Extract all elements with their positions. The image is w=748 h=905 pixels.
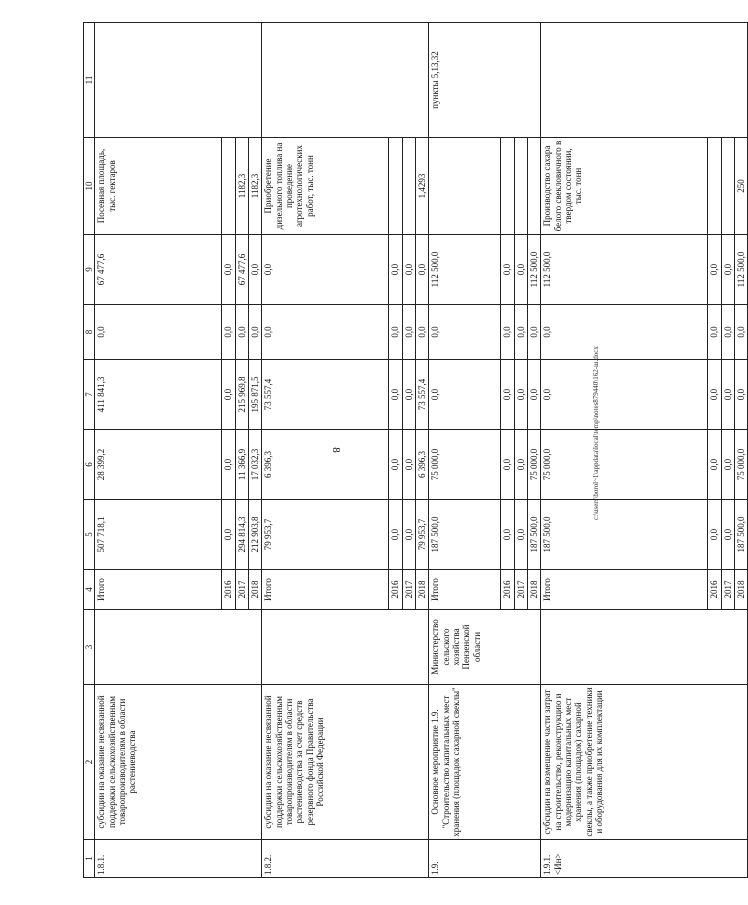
value-cell: 507 718,1 [95, 500, 222, 570]
row-number: 1.9.1. <Ин> [541, 840, 748, 878]
value-cell: 0,0 [402, 500, 415, 570]
indicator-value [514, 138, 527, 235]
indicator-value: 1182,3 [249, 138, 262, 235]
value-cell: 79 953,7 [262, 500, 389, 570]
value-cell: 0,0 [222, 235, 235, 305]
program-table [83, 22, 748, 878]
table-row [262, 23, 389, 878]
col-header: 11 [84, 23, 95, 138]
value-cell: 0,0 [541, 360, 708, 430]
indicator-name: Производство сахара белого свекловичного в твердом состоянии, тыс. тонн [541, 138, 708, 235]
value-cell: 0,0 [249, 305, 262, 360]
row-executor [541, 610, 748, 685]
indicator-name [429, 138, 501, 235]
value-cell: 0,0 [235, 305, 248, 360]
value-cell: 294 814,3 [235, 500, 248, 570]
value-cell: 73 557,4 [262, 360, 389, 430]
value-cell: 212 903,8 [249, 500, 262, 570]
value-cell: 0,0 [389, 360, 402, 430]
row-number: 1.8.1. [95, 840, 262, 878]
year-cell: Итого [95, 570, 222, 610]
table-row [429, 23, 501, 878]
value-cell: 0,0 [721, 430, 734, 500]
value-cell: 112 500,0 [735, 235, 748, 305]
value-cell: 0,0 [429, 305, 501, 360]
row-reference [95, 23, 262, 138]
page-number: 8 [330, 447, 342, 453]
year-cell: 2016 [501, 570, 514, 610]
col-header: 8 [84, 305, 95, 360]
value-cell: 0,0 [501, 500, 514, 570]
value-cell: 0,0 [262, 305, 389, 360]
header-row [84, 23, 95, 878]
indicator-value: 250 [735, 138, 748, 235]
year-cell: 2016 [222, 570, 235, 610]
year-cell: 2017 [514, 570, 527, 610]
value-cell: 73 557,4 [416, 360, 429, 430]
row-reference: пункты 5,13,32 [429, 23, 541, 138]
value-cell: 75 000,0 [735, 430, 748, 500]
value-cell: 67 477,6 [235, 235, 248, 305]
value-cell: 0,0 [402, 430, 415, 500]
col-header: 6 [84, 430, 95, 500]
value-cell: 75 000,0 [429, 430, 501, 500]
indicator-value [222, 138, 235, 235]
value-cell: 6 396,3 [416, 430, 429, 500]
value-cell: 0,0 [222, 500, 235, 570]
year-cell: Итого [262, 570, 389, 610]
value-cell: 0,0 [389, 430, 402, 500]
col-header: 9 [84, 235, 95, 305]
value-cell: 0,0 [402, 235, 415, 305]
row-description: субсидии на возмещение части затрат на строительство, реконструкцию и модернизацию капитальных мест хранения (площадок) сахарной свеклы, а также приобретение техники и оборудования для их комплектации [541, 685, 748, 840]
year-cell: 2018 [735, 570, 748, 610]
year-cell: 2018 [416, 570, 429, 610]
year-cell: 2017 [235, 570, 248, 610]
value-cell: 0,0 [708, 500, 721, 570]
value-cell: 0,0 [402, 305, 415, 360]
value-cell: 0,0 [501, 360, 514, 430]
value-cell: 0,0 [721, 360, 734, 430]
value-cell: 411 841,3 [95, 360, 222, 430]
value-cell: 0,0 [501, 235, 514, 305]
value-cell: 11 366,9 [235, 430, 248, 500]
value-cell: 195 871,5 [249, 360, 262, 430]
value-cell: 187 500,0 [735, 500, 748, 570]
col-header: 3 [84, 610, 95, 685]
value-cell: 0,0 [95, 305, 222, 360]
value-cell: 0,0 [735, 360, 748, 430]
year-cell: Итого [541, 570, 708, 610]
value-cell: 187 500,0 [429, 500, 501, 570]
row-reference [262, 23, 429, 138]
value-cell: 0,0 [721, 500, 734, 570]
indicator-value [501, 138, 514, 235]
value-cell: 75 000,0 [528, 430, 541, 500]
value-cell: 0,0 [541, 305, 708, 360]
value-cell: 187 500,0 [541, 500, 708, 570]
value-cell: 0,0 [514, 430, 527, 500]
value-cell: 112 500,0 [429, 235, 501, 305]
indicator-value [721, 138, 734, 235]
col-header: 10 [84, 138, 95, 235]
value-cell: 0,0 [514, 305, 527, 360]
value-cell: 79 953,7 [416, 500, 429, 570]
value-cell: 0,0 [222, 305, 235, 360]
year-cell: 2017 [721, 570, 734, 610]
value-cell: 112 500,0 [528, 235, 541, 305]
value-cell: 28 399,2 [95, 430, 222, 500]
rotated-page [83, 23, 747, 878]
value-cell: 0,0 [262, 235, 389, 305]
value-cell: 187 500,0 [528, 500, 541, 570]
col-header: 2 [84, 685, 95, 840]
value-cell: 0,0 [416, 235, 429, 305]
value-cell: 0,0 [402, 360, 415, 430]
value-cell: 0,0 [528, 360, 541, 430]
value-cell: 0,0 [514, 235, 527, 305]
value-cell: 0,0 [416, 305, 429, 360]
value-cell: 0,0 [721, 235, 734, 305]
value-cell: 0,0 [501, 305, 514, 360]
value-cell: 17 032,3 [249, 430, 262, 500]
value-cell: 0,0 [708, 360, 721, 430]
indicator-value [528, 138, 541, 235]
row-description: субсидии на оказание несвязанной поддержки сельскохозяйственным товаропроизводителям в области растениеводства [95, 685, 262, 840]
col-header: 7 [84, 360, 95, 430]
value-cell: 215 969,8 [235, 360, 248, 430]
year-cell: 2018 [528, 570, 541, 610]
value-cell: 0,0 [429, 360, 501, 430]
value-cell: 6 396,3 [262, 430, 389, 500]
row-number: 1.8.2. [262, 840, 429, 878]
value-cell: 67 477,6 [95, 235, 222, 305]
value-cell: 0,0 [528, 305, 541, 360]
col-header: 1 [84, 840, 95, 878]
value-cell: 0,0 [708, 430, 721, 500]
value-cell: 0,0 [501, 430, 514, 500]
value-cell: 0,0 [389, 305, 402, 360]
value-cell: 0,0 [249, 235, 262, 305]
value-cell: 0,0 [514, 360, 527, 430]
col-header: 4 [84, 570, 95, 610]
year-cell: 2016 [708, 570, 721, 610]
value-cell: 112 500,0 [541, 235, 708, 305]
year-cell: 2016 [389, 570, 402, 610]
value-cell: 0,0 [222, 430, 235, 500]
row-description: Основное мероприятие 1.9. "Строительство капитальных мест хранения (площадок сахарной свеклы" [429, 685, 541, 840]
indicator-value: 1182,3 [235, 138, 248, 235]
col-header: 5 [84, 500, 95, 570]
row-number: 1.9. [429, 840, 541, 878]
row-executor [262, 610, 429, 685]
value-cell: 75 000,0 [541, 430, 708, 500]
value-cell: 0,0 [708, 235, 721, 305]
indicator-value [402, 138, 415, 235]
value-cell: 0,0 [389, 500, 402, 570]
year-cell: Итого [429, 570, 501, 610]
row-reference [541, 23, 748, 138]
value-cell: 0,0 [735, 305, 748, 360]
value-cell: 0,0 [514, 500, 527, 570]
value-cell: 0,0 [721, 305, 734, 360]
row-executor: Министерство сельского хозяйства Пензенской области [429, 610, 541, 685]
indicator-name: Приобретение дизельного топлива на проведение агротехнологических работ, тыс. тонн [262, 138, 389, 235]
year-cell: 2017 [402, 570, 415, 610]
row-executor [95, 610, 262, 685]
value-cell: 0,0 [389, 235, 402, 305]
year-cell: 2018 [249, 570, 262, 610]
row-description: субсидии на оказание несвязанной поддержки сельскохозяйственным товаропроизводителям в области растениеводства за счет средств резервного фонда Правительства Российской Федерации [262, 685, 429, 840]
indicator-value: 1,4293 [416, 138, 429, 235]
indicator-value [389, 138, 402, 235]
value-cell: 0,0 [708, 305, 721, 360]
value-cell: 0,0 [222, 360, 235, 430]
footer-file-path: c:\users\borol~1\appdata\local\temp\notes879440\162-ш.docx [592, 346, 600, 520]
table-row [541, 23, 708, 878]
table-row [95, 23, 222, 878]
indicator-value [708, 138, 721, 235]
indicator-name: Посевная площадь, тыс. гектаров [95, 138, 222, 235]
